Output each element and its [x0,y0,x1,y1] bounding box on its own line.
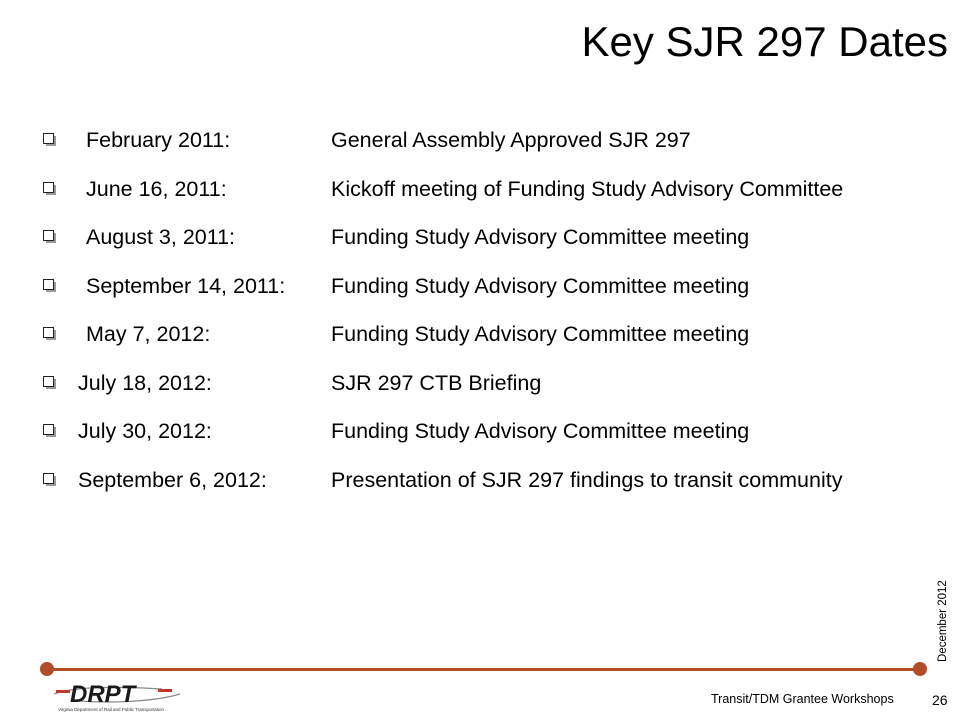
dates-list [0,124,960,512]
list-item [0,124,960,173]
item-description: Funding Study Advisory Committee meeting [331,419,750,443]
list-item [0,415,960,464]
footer-workshop-label: Transit/TDM Grantee Workshops [711,692,894,706]
page-number: 26 [932,692,948,708]
item-date: May 7, 2012: [86,322,211,346]
item-date: July 30, 2012: [78,419,212,443]
item-date: February 2011: [86,128,231,152]
organization-name: Virginia Department of Rail and Public Transportation [58,707,164,712]
list-item [0,173,960,222]
item-date: September 6, 2012: [78,467,267,492]
slide-title: Key SJR 297 Dates [581,18,948,65]
divider-right-dot [913,662,927,676]
item-description: Funding Study Advisory Committee meeting [331,322,750,346]
item-date: July 18, 2012: [78,370,212,395]
checkbox-square-icon [43,327,57,341]
list-item [0,270,960,319]
item-description: SJR 297 CTB Briefing [331,370,542,395]
item-date: June 16, 2011: [86,176,227,201]
checkbox-square-icon [43,376,57,390]
item-date: August 3, 2011: [86,225,236,249]
list-item [0,318,960,367]
list-item [0,464,960,513]
checkbox-square-icon [43,182,57,196]
item-description: Presentation of SJR 297 findings to transit community [331,467,843,492]
checkbox-square-icon [43,133,57,147]
list-item [0,221,960,270]
footer-divider [47,668,921,671]
checkbox-square-icon [43,424,57,438]
item-description: General Assembly Approved SJR 297 [331,128,691,152]
checkbox-square-icon [43,279,57,293]
divider-left-dot [40,662,54,676]
checkbox-square-icon [43,473,57,487]
item-description: Funding Study Advisory Committee meeting [331,225,750,249]
list-item [0,367,960,416]
item-description: Funding Study Advisory Committee meeting [331,273,750,298]
item-date: September 14, 2011: [86,273,286,298]
date-stamp: December 2012 [937,580,949,662]
checkbox-square-icon [43,230,57,244]
logo-wordmark: DRPT [70,681,136,708]
item-description: Kickoff meeting of Funding Study Advisory Committee [331,176,844,201]
